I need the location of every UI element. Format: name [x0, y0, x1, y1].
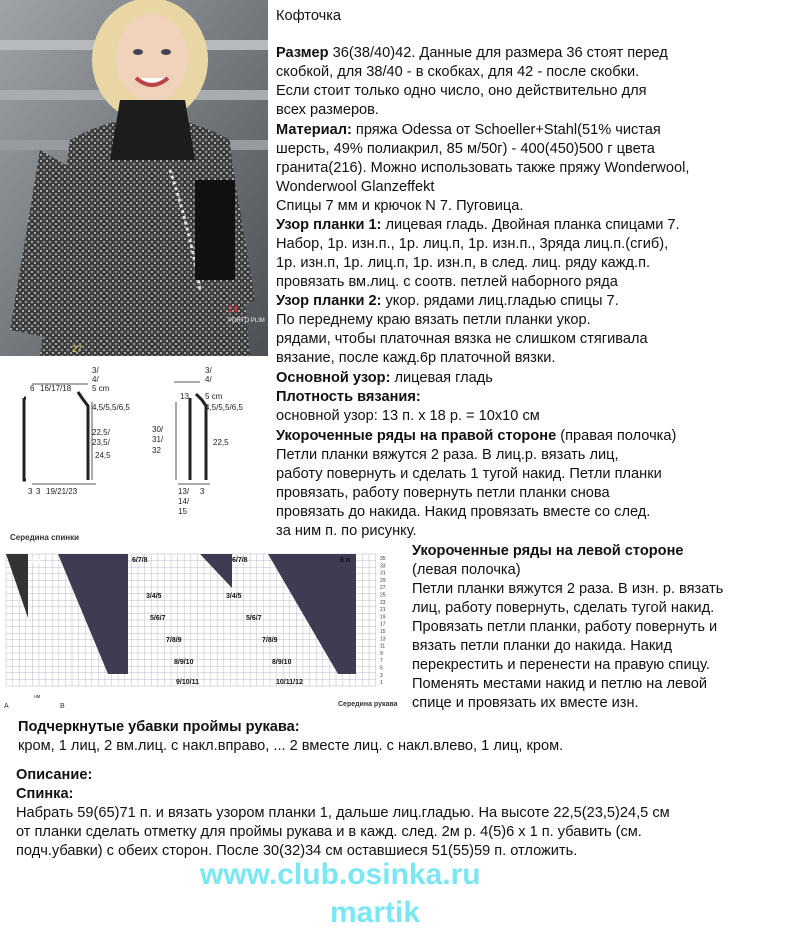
back-outline-right: [78, 392, 88, 480]
size-line-3: Если стоит только одно число, оно действительно для: [276, 83, 647, 99]
pattern-schematic: [0, 362, 268, 522]
chart-row-number: 25: [380, 592, 386, 599]
description-heading: [16, 766, 92, 784]
chart-row-number: 11: [380, 643, 386, 650]
main-pattern-text: лицевая гладь: [390, 370, 493, 386]
short-rows-right-line-6: за ним п. по рисунку.: [276, 523, 417, 539]
chart-row-number: 33: [380, 563, 386, 570]
short-rows-left-line-2: Петли планки вяжутся 2 раза. В изн. р. вязать: [412, 581, 724, 597]
pattern1-line-4: провязать вм.лиц. с соотв. петлей наборного ряда: [276, 274, 618, 290]
chart-row-number: 29: [380, 577, 386, 584]
chart-stitch-label: 7/8/9: [262, 637, 278, 644]
chart-stitch-label: 8/9/10: [272, 659, 292, 666]
chart-stitch-label: 6/7/8: [132, 557, 148, 564]
chart-bottom-right: Середина рукава: [338, 701, 398, 708]
pattern1-heading: Узор планки 1:: [276, 217, 382, 233]
photo-num-24: 24: [228, 304, 239, 314]
knitting-chart: [0, 528, 408, 712]
left-label-9: 24,5: [95, 451, 111, 460]
schematic-svg: [0, 362, 268, 522]
right-label-7: 31/: [152, 435, 164, 444]
chart-stitch-label: 3/4/5: [146, 593, 162, 600]
right-label-12: 14/: [178, 497, 190, 506]
decreases-line-1: кром, 1 лиц, 2 вм.лиц. с накл.вправо, ... 2 вместе лиц. с накл.влево, 1 лиц, кром.: [18, 738, 564, 754]
chart-stitch-label: 6/7/8: [232, 557, 248, 564]
decreases-heading-text: Подчеркнутые убавки проймы рукава:: [18, 719, 300, 735]
chart-row-number: 19: [380, 614, 386, 621]
left-label-5: 5 cm: [92, 384, 110, 393]
short-rows-left-line-3: лиц, работу повернуть, сделать тугой накид.: [412, 600, 715, 616]
main-pattern-line: [276, 369, 493, 387]
back-heading-text: Спинка:: [16, 786, 74, 802]
size-line-4: всех размеров.: [276, 102, 379, 118]
material-line-1: [276, 121, 661, 139]
right-label-1: 3/: [205, 366, 212, 375]
chart-row-number: 5: [380, 665, 383, 672]
chart-row-number: 31: [380, 570, 386, 577]
chart-row-number: 13: [380, 636, 386, 643]
pattern1-text-1: лицевая гладь. Двойная планка спицами 7.: [381, 217, 680, 233]
pattern2-line-2: По переднему краю вязать петли планки укор.: [276, 312, 591, 328]
pattern2-text-1: укор. рядами лиц.гладью спицы 7.: [381, 293, 619, 309]
watermark-name: martik: [330, 896, 421, 929]
chart-row-number: 9: [380, 650, 383, 657]
material-heading: Материал:: [276, 122, 352, 138]
chart-svg: [0, 528, 408, 712]
short-rows-right-line-5: провязать до накида. Накид провязать вместе со след.: [276, 504, 651, 520]
pattern2-line-3: рядами, чтобы платочная вязка не слишком стягивала: [276, 331, 648, 347]
pattern2-line-4: вязание, после кажд.6р платочной вязки.: [276, 350, 556, 366]
short-rows-left-heading-text: Укороченные ряды на левой стороне: [412, 543, 684, 559]
pattern1-line-1: [276, 216, 680, 234]
left-label-1: 6: [30, 384, 35, 393]
photo-caption: PORTO PLIM: [228, 318, 265, 324]
short-rows-right-line-4: провязать, работу повернуть петли планки снова: [276, 485, 610, 501]
watermark-url: www.club.osinka.ru: [200, 858, 481, 891]
model-photo: [0, 0, 268, 356]
main-pattern-heading: Основной узор:: [276, 370, 391, 386]
short-rows-left-line-7: Поменять местами накид и петлю на левой: [412, 676, 708, 692]
short-rows-left-line-6: перекрестить и перенести на правую спицу.: [412, 657, 710, 673]
chart-stitch-label: 5/6/7: [246, 615, 262, 622]
material-line-2: шерсть, 49% полиакрил, 85 м/50г) - 400(450)500 г цвета: [276, 141, 655, 157]
short-rows-right-line-1: [276, 427, 676, 445]
chart-row-number: 21: [380, 607, 386, 614]
short-rows-left-line-5: вязать петли планки до накида. Накид: [412, 638, 672, 654]
chart-bottom-a: А: [4, 703, 9, 710]
material-line-4: Wonderwool Glanzeffekt: [276, 179, 435, 195]
size-line-1: [276, 44, 668, 62]
material-line-3: гранита(216). Можно использовать также пряжу Wonderwool,: [276, 160, 690, 176]
short-rows-left-line-8: спице и провязать их вместе изн.: [412, 695, 639, 711]
chart-row-number: 7: [380, 658, 383, 665]
back-line-3: подч.убавки) с обеих сторон. После 30(32)34 см оставшиеся 51(55)59 п. отложить.: [16, 843, 578, 859]
right-label-9: 22,5: [213, 438, 229, 447]
chart-stitch-label: 3/4/5: [226, 593, 242, 600]
chart-stitch-label: 8/9/10: [174, 659, 194, 666]
right-label-2: 4/: [205, 375, 212, 384]
right-label-5: 4,5/5,5/6,5: [205, 403, 243, 412]
short-rows-left-line-1: (левая полочка): [412, 562, 521, 578]
left-label-4: 4/: [92, 375, 99, 384]
short-rows-right-line-2: Петли планки вяжутся 2 раза. В лиц.р. вязать лиц,: [276, 447, 619, 463]
chart-stitch-label: 7/8/9: [166, 637, 182, 644]
pattern1-line-3: 1р. изн.п, 1р. лиц.п, 1р. изн.п, в след. лиц. ряду кажд.п.: [276, 255, 651, 271]
left-label-10: 3: [28, 487, 33, 496]
chart-row-number: 17: [380, 621, 386, 628]
chart-stitch-label: 6 п: [340, 557, 351, 564]
back-heading: [16, 785, 73, 803]
chart-label-3n: 3 п: [30, 558, 41, 565]
material-line-5: Спицы 7 мм и крючок N 7. Пуговица.: [276, 198, 524, 214]
description-heading-text: Описание:: [16, 767, 93, 783]
back-line-1: Набрать 59(65)71 п. и вязать узором планки 1, дальше лиц.гладью. На высоте 22,5(23,5)24,5 см: [16, 805, 670, 821]
back-outline-left: [24, 398, 26, 480]
chart-row-number: 35: [380, 556, 386, 562]
left-label-8: 23,5/: [92, 438, 110, 447]
short-rows-right-text-1: (правая полочка): [556, 428, 677, 444]
right-label-3: 13: [180, 392, 189, 401]
left-label-2: 16/17/18: [40, 384, 72, 393]
chart-row-number: 3: [380, 672, 383, 679]
size-text-1: 36(38/40)42. Данные для размера 36 стоят перед: [328, 45, 668, 61]
left-label-3: 3/: [92, 366, 99, 375]
back-line-2: от планки сделать отметку для проймы рукава и в кажд. след. 2м р. 4(5)6 х 1 п. убавить (см.: [16, 824, 642, 840]
size-heading: Размер: [276, 45, 329, 61]
model-photo-image: [0, 0, 268, 356]
right-label-6: 30/: [152, 425, 164, 434]
chart-row-number: 27: [380, 585, 386, 592]
right-label-13: 15: [178, 507, 187, 516]
left-label-12: 19/21/23: [46, 487, 78, 496]
photo-num-27: 27: [72, 344, 83, 354]
density-line-1: основной узор: 13 п. х 18 р. = 10х10 см: [276, 408, 540, 424]
chart-row-number: 15: [380, 629, 386, 635]
right-label-10: 3: [200, 487, 205, 496]
left-label-11: 3: [36, 487, 41, 496]
decreases-heading: [18, 718, 300, 736]
material-text-1: пряжа Odessa от Schoeller+Stahl(51% чистая: [351, 122, 661, 138]
density-heading-text: Плотность вязания:: [276, 389, 421, 405]
short-rows-left-heading: [412, 542, 684, 560]
right-label-8: 32: [152, 446, 161, 455]
short-rows-right-heading: Укороченные ряды на правой стороне: [276, 428, 557, 444]
pattern2-heading: Узор планки 2:: [276, 293, 382, 309]
right-label-11: 13/: [178, 487, 190, 496]
page-title: Кофточка: [276, 8, 342, 24]
chart-bottom-b: В: [60, 703, 65, 710]
size-line-2: скобкой, для 38/40 - в скобках, для 42 - после скобки.: [276, 64, 640, 80]
left-label-7: 22,5/: [92, 428, 110, 437]
density-heading: [276, 388, 421, 406]
short-rows-left-line-4: Провязать петли планки, работу повернуть и: [412, 619, 718, 635]
right-label-4: 5 cm: [205, 392, 223, 401]
chart-title: Середина спинки: [10, 533, 80, 542]
chart-bottom-nm: нм: [34, 694, 41, 700]
pattern2-line-1: [276, 292, 619, 310]
pattern1-line-2: Набор, 1р. изн.п., 1р. лиц.п, 1р. изн.п., 3ряда лиц.п.(сгиб),: [276, 236, 669, 252]
chart-row-number: 1: [380, 680, 383, 687]
left-label-6: 4,5/5,5/6,5: [92, 403, 130, 412]
chart-stitch-label: 10/11/12: [276, 679, 303, 686]
chart-row-number: 23: [380, 599, 386, 606]
chart-stitch-label: 5/6/7: [150, 615, 166, 622]
chart-stitch-label: 9/10/11: [176, 679, 199, 686]
short-rows-right-line-3: работу повернуть и сделать 1 тугой накид. Петли планки: [276, 466, 662, 482]
